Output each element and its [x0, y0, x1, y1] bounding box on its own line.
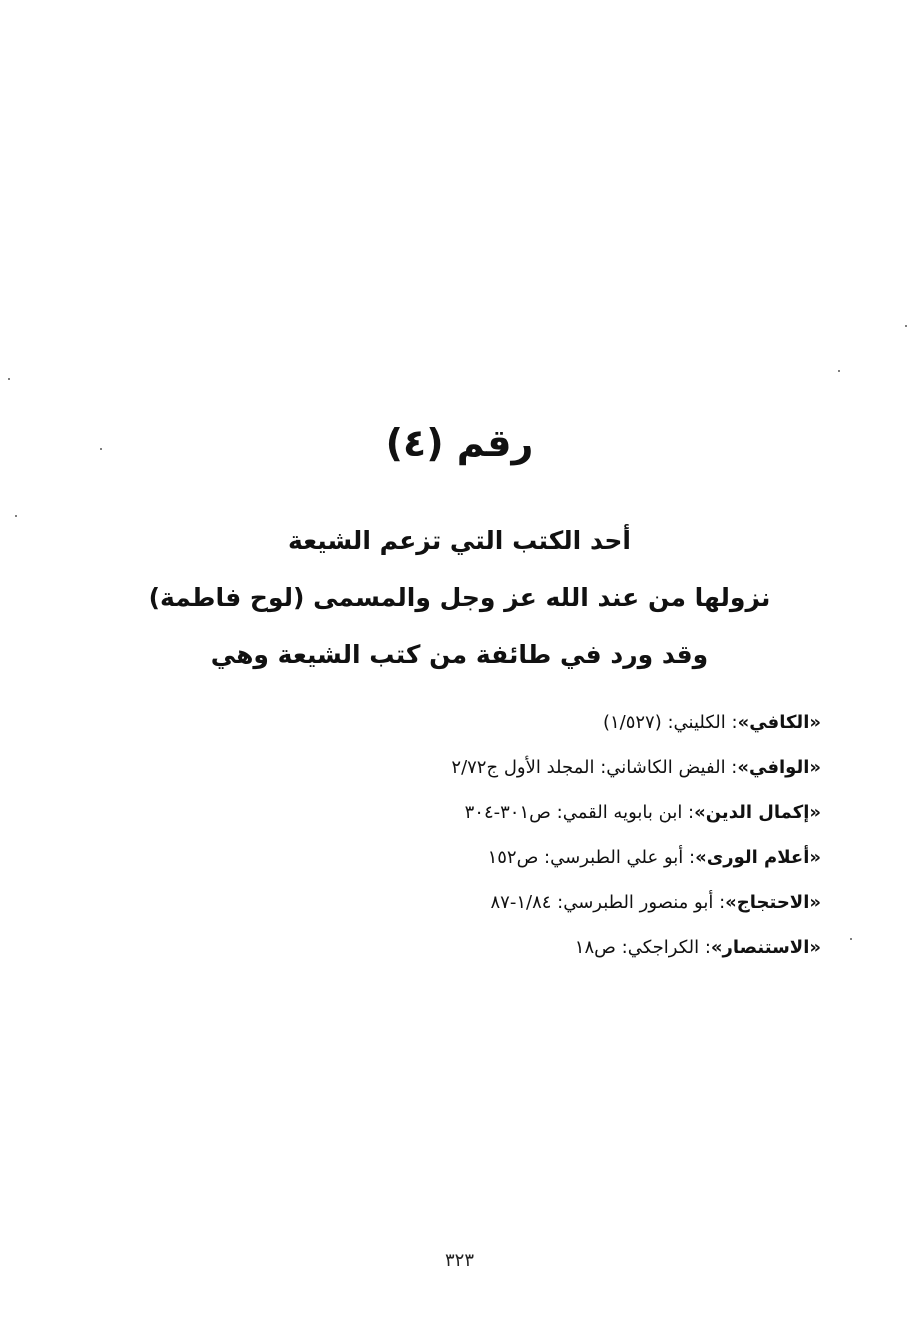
reference-item: [261, 925, 821, 970]
heading-line: نزولها من عند الله عز وجل والمسمى (لوح فاطمة): [148, 583, 771, 612]
reference-detail: : الكليني: (١/٥٢٧): [602, 712, 738, 733]
reference-item: [261, 790, 821, 835]
reference-detail: : أبو منصور الطبرسي: ١/٨٤-٨٧: [490, 892, 726, 913]
heading-block: [0, 512, 919, 683]
scan-speck: [8, 378, 10, 380]
heading-line: وقد ورد في طائفة من كتب الشيعة وهي: [210, 640, 709, 669]
reference-item: [261, 745, 821, 790]
reference-book-title: «الاحتجاج»: [725, 892, 821, 913]
heading-line: أحد الكتب التي تزعم الشيعة: [288, 526, 631, 555]
reference-book-title: «إكمال الدين»: [694, 802, 821, 823]
page-number: ٣٢٣: [444, 1250, 474, 1271]
reference-detail: : أبو علي الطبرسي: ص١٥٢: [487, 847, 696, 868]
reference-book-title: «أعلام الورى»: [695, 847, 821, 868]
reference-item: [261, 835, 821, 880]
scan-speck: [850, 938, 852, 940]
reference-detail: : ابن بابويه القمي: ص٣٠١-٣٠٤: [464, 802, 695, 823]
reference-book-title: «الوافي»: [737, 757, 821, 778]
reference-detail: : الفيض الكاشاني: المجلد الأول ج٢/٧٢: [451, 757, 738, 778]
references-list: [261, 700, 821, 970]
scan-speck: [905, 325, 907, 327]
reference-book-title: «الاستنصار»: [710, 937, 821, 958]
reference-item: [261, 700, 821, 745]
reference-detail: : الكراجكي: ص١٨: [574, 937, 711, 958]
reference-item: [261, 880, 821, 925]
scan-speck: [838, 370, 840, 372]
page-title: رقم (٤): [385, 421, 534, 465]
reference-book-title: «الكافي»: [737, 712, 821, 733]
